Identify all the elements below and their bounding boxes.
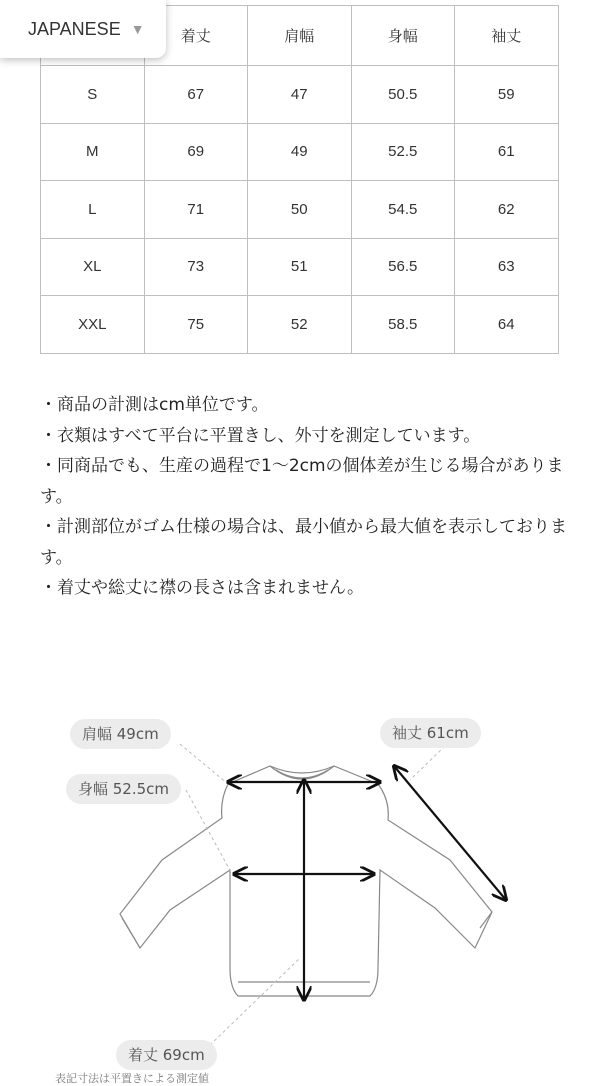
- note-item: ・同商品でも、生産の過程で1～2cmの個体差が生じる場合があります。: [40, 456, 564, 507]
- table-cell: M: [41, 123, 145, 181]
- table-cell: XXL: [41, 296, 145, 354]
- language-label: JAPANESE: [28, 18, 121, 39]
- footer-note: 表記寸法は平置きによる測定値: [55, 1072, 209, 1085]
- note-item: ・商品の計測はcm単位です。: [40, 395, 269, 415]
- table-cell: 52.5: [351, 123, 455, 181]
- table-row: [41, 66, 559, 124]
- measurement-notes: [40, 390, 580, 604]
- sweatshirt-illustration: [0, 700, 608, 1080]
- length-label: 着丈 69cm: [116, 1040, 217, 1070]
- table-cell: 75: [144, 296, 248, 354]
- table-cell: 71: [144, 181, 248, 239]
- table-cell: S: [41, 66, 145, 124]
- table-cell: 49: [248, 123, 352, 181]
- table-cell: 61: [455, 123, 559, 181]
- table-cell: 63: [455, 238, 559, 296]
- table-header-cell: 袖丈: [455, 6, 559, 66]
- table-header-cell: 身幅: [351, 6, 455, 66]
- table-cell: 67: [144, 66, 248, 124]
- table-row: [41, 123, 559, 181]
- table-cell: L: [41, 181, 145, 239]
- table-cell: 59: [455, 66, 559, 124]
- dropdown-arrow-icon: ▼: [130, 21, 145, 37]
- sleeve-label: 袖丈 61cm: [380, 718, 481, 748]
- sleeve-arrow: [394, 766, 506, 900]
- table-cell: XL: [41, 238, 145, 296]
- table-cell: 73: [144, 238, 248, 296]
- shirt-outline: [120, 766, 492, 996]
- language-select[interactable]: [0, 0, 166, 58]
- note-item: ・着丈や総丈に襟の長さは含まれません。: [40, 578, 365, 598]
- body-width-label: 身幅 52.5cm: [66, 774, 181, 804]
- table-cell: 62: [455, 181, 559, 239]
- table-row: [41, 238, 559, 296]
- garment-diagram: [0, 700, 608, 1080]
- table-cell: 56.5: [351, 238, 455, 296]
- note-item: ・衣類はすべて平台に平置きし、外寸を測定しています。: [40, 425, 481, 446]
- note-item: ・計測部位がゴム仕様の場合は、最小値から最大値を表示しております。: [40, 517, 567, 568]
- table-cell: 54.5: [351, 181, 455, 239]
- table-header-cell: 着丈: [144, 6, 248, 66]
- table-cell: 69: [144, 123, 248, 181]
- table-cell: 64: [455, 296, 559, 354]
- table-row: [41, 181, 559, 239]
- table-cell: 51: [248, 238, 352, 296]
- table-row: [41, 296, 559, 354]
- shoulder-label: 肩幅 49cm: [70, 719, 171, 749]
- table-cell: 47: [248, 66, 352, 124]
- table-cell: 50: [248, 181, 352, 239]
- table-cell: 52: [248, 296, 352, 354]
- table-cell: 50.5: [351, 66, 455, 124]
- table-cell: 58.5: [351, 296, 455, 354]
- table-header-cell: 肩幅: [248, 6, 352, 66]
